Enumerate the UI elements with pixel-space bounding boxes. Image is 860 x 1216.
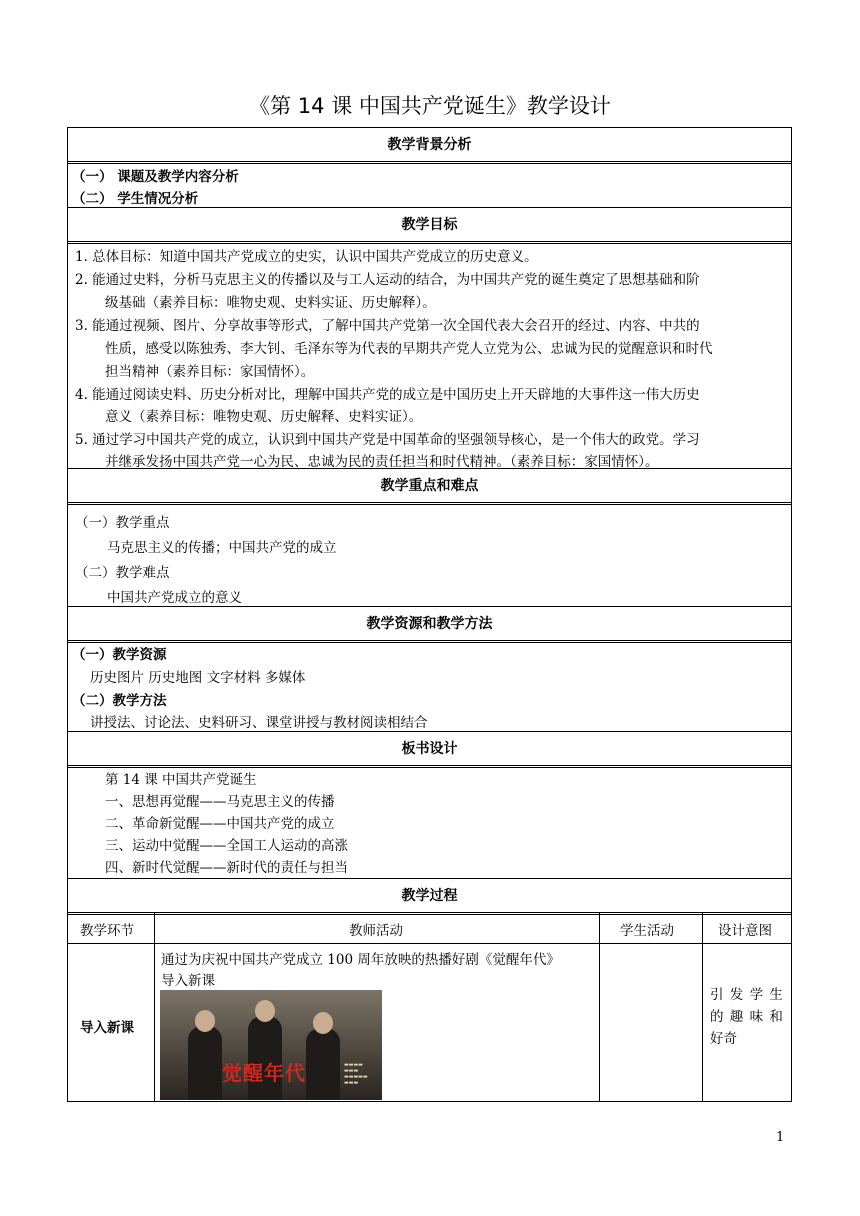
teacher-activity-line: 通过为庆祝中国共产党成立 100 周年放映的热播好剧《觉醒年代》 [161,952,560,968]
keypoint-line: 中国共产党成立的意义 [107,590,242,606]
page-number: 1 [776,1130,785,1145]
goal-line: 3. 能通过视频、图片、分享故事等形式，了解中国共产党第一次全国代表大会召开的经过、内容、中共的 [75,318,700,334]
goal-line: 4. 能通过阅读史料、历史分析对比，理解中国共产党的成立是中国历史上开天辟地的大事件这一伟大历史 [75,387,700,403]
board-line: 三、运动中觉醒——全国工人运动的高涨 [105,838,348,854]
goal-line: 1. 总体目标：知道中国共产党成立的史实，认识中国共产党成立的历史意义。 [75,249,538,265]
goal-line: 意义（素养目标：唯物史观、历史解释、史料实证）。 [105,409,423,425]
section-heading-process: 教学过程 [67,878,792,915]
column-header-teacher: 教师活动 [349,923,403,939]
poster-figure-head [195,1010,215,1032]
section-heading-goals: 教学目标 [67,207,792,244]
board-line: 四、新时代觉醒——新时代的责任与担当 [105,860,348,876]
goal-line: 2. 能通过史料，分析马克思主义的传播以及与工人运动的结合，为中国共产党的诞生奠定了思想基础和阶 [75,272,700,288]
column-header-stage: 教学环节 [80,923,134,939]
column-divider [702,912,703,1102]
resource-line: （一）教学资源 [72,647,167,663]
resource-line: （二）教学方法 [72,693,167,709]
goal-line: 性质，感受以陈独秀、李大钊、毛泽东等为代表的早期共产党人立党为公、忠诚为民的觉醒意识和时代 [105,341,713,357]
goal-line: 担当精神（素养目标：家国情怀）。 [105,364,315,380]
teacher-activity-line: 导入新课 [161,973,215,989]
poster-figure-head [255,1000,275,1022]
goal-line: 并继承发扬中国共产党一心为民、忠诚为民的责任担当和时代精神。（素养目标：家国情怀）。 [105,454,659,470]
resource-line: 历史图片 历史地图 文字材料 多媒体 [90,670,306,686]
stage-label: 导入新课 [80,1020,134,1036]
column-divider [154,912,155,1102]
process-header-divider [67,943,792,944]
poster-logo: 觉醒年代 [222,1061,306,1085]
keypoint-line: （一）教学重点 [75,515,170,531]
poster-figure-head [313,1012,333,1034]
document-title: 《第 14 课 中国共产党诞生》教学设计 [249,94,611,118]
section-heading-board: 板书设计 [67,731,792,768]
poster-figure [188,1026,222,1100]
column-header-intent: 设计意图 [718,923,772,939]
design-intent-line: 好奇 [710,1031,737,1047]
design-intent-line: 的 趣 味 和 [710,1009,784,1025]
awakening-age-poster-image [160,990,382,1100]
goal-line: 级基础（素养目标：唯物史观、史料实证、历史解释）。 [105,295,436,311]
background-item-1: （一） 课题及教学内容分析 [72,169,239,185]
column-divider [599,912,600,1102]
column-header-student: 学生活动 [620,923,674,939]
keypoint-line: 马克思主义的传播；中国共产党的成立 [107,540,337,556]
section-heading-background: 教学背景分析 [67,127,792,164]
board-line: 二、革命新觉醒——中国共产党的成立 [105,816,335,832]
board-line: 一、思想再觉醒——马克思主义的传播 [105,794,335,810]
resource-line: 讲授法、讨论法、史料研习、课堂讲授与教材阅读相结合 [90,715,428,731]
poster-figure [306,1028,340,1100]
keypoint-line: （二）教学难点 [75,565,170,581]
section-heading-keypoints: 教学重点和难点 [67,468,792,505]
background-item-2: （二） 学生情况分析 [72,191,199,207]
poster-small-print: ▬▬▬▬ ▬▬▬ ▬▬▬▬▬ ▬▬▬ [344,1062,368,1086]
design-intent-line: 引 发 学 生 [710,987,784,1003]
board-line: 第 14 课 中国共产党诞生 [105,772,257,788]
goal-line: 5. 通过学习中国共产党的成立，认识到中国共产党是中国革命的坚强领导核心，是一个伟大的政党。学习 [75,432,700,448]
section-heading-resources: 教学资源和教学方法 [67,606,792,643]
